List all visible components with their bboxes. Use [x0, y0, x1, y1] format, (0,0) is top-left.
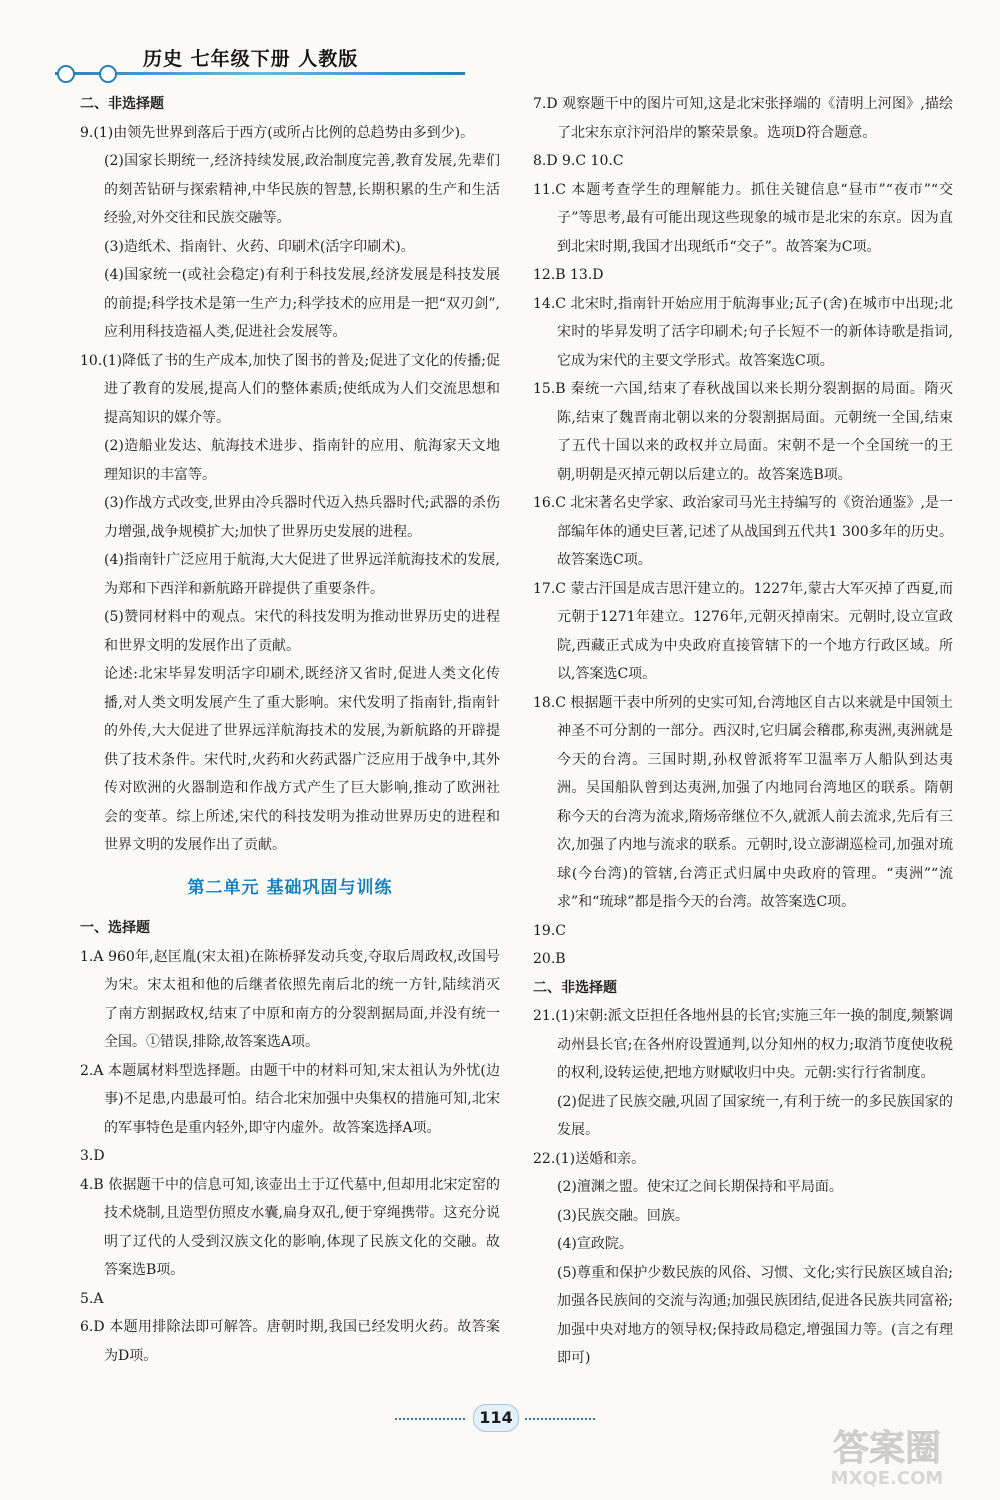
answer-item: 18.C 根据题干表中所列的史实可知,台湾地区自古以来就是中国领土神圣不可分割的一部分。西汉时,它归属会稽郡,称夷洲,夷洲就是今天的台湾。三国时期,孙权曾派将军卫温率万人船队到达夷洲。吴国船队曾到达夷洲,加强了内地同台湾地区的联系。隋朝称今天的台湾为流求,隋炀帝继位不久,就派人前去流求,先后有三次,加强了内地与流求的联系。元朝时,设立澎湖巡检司,加强对琉球(今台湾)的管辖,台湾正式归属中央政府的管理。“夷洲”“流求”和“琉球”都是指今天的台湾。故答案选C项。: [533, 694, 953, 910]
answer-item: 1.A 960年,赵匡胤(宋太祖)在陈桥驿发动兵变,夺取后周政权,改国号为宋。宋太祖和他的后继者依照先南后北的统一方针,陆续消灭了南方割据政权,结束了中原和南方的分裂割据局面,并没有统一全国。①错误,排除,故答案选A项。: [80, 948, 500, 1050]
answer-item: 7.D 观察题干中的图片可知,这是北宋张择端的《清明上河图》,描绘了北宋东京汴河沿岸的繁荣景象。选项D符合题意。: [533, 96, 953, 141]
answer-subpart: (2)造船业发达、航海技术进步、指南针的应用、航海家天文地理知识的丰富等。: [104, 438, 500, 483]
watermark-line1: 答案圈: [832, 1428, 942, 1469]
header-ornament-circle: [99, 65, 117, 83]
unit-title: 第二单元 基础巩固与训练: [187, 877, 393, 898]
watermark-line2: MXQE.COM: [830, 1468, 944, 1489]
page-footer: [395, 1404, 595, 1434]
answer-item: 21.(1)宋朝:派文臣担任各地州县的长官;实施三年一换的制度,频繁调动州县长官;在各州府设置通判,以分知州的权力;取消节度使收税的权利,设转运使,把地方财赋收归中央。元朝:实行行省制度。: [533, 1008, 953, 1081]
answer-subpart: (2)促进了民族交融,巩固了国家统一,有利于统一的多民族国家的发展。: [557, 1093, 953, 1138]
answer-item: 16.C 北宋著名史学家、政治家司马光主持编写的《资治通鉴》,是一部编年体的通史巨著,记述了从战国到五代共1 300多年的历史。故答案选C项。: [533, 495, 953, 568]
answer-subpart: (3)作战方式改变,世界由冷兵器时代迈入热兵器时代;武器的杀伤力增强,战争规模扩大;加快了世界历史发展的进程。: [104, 495, 500, 540]
answer-item: 19.C: [533, 922, 566, 939]
answer-subpart: (2)澶渊之盟。使宋辽之间长期保持和平局面。: [557, 1179, 843, 1195]
answer-subpart: (4)国家统一(或社会稳定)有利于科技发展,经济发展是科技发展的前提;科学技术是第一生产力;科学技术的应用是一把“双刃剑”,应利用科技造福人类,促进社会发展等。: [104, 267, 500, 340]
answer-item: 10.(1)降低了书的生产成本,加快了图书的普及;促进了文化的传播;促进了教育的发展,提高人们的整体素质;使纸成为人们交流思想和提高知识的媒介等。: [80, 352, 500, 426]
right-column: [533, 90, 953, 1373]
answer-subpart: 论述:北宋毕昇发明活字印刷术,既经济又省时,促进人类文化传播,对人类文明发展产生了重大影响。宋代发明了指南针,指南针的外传,大大促进了世界远洋航海技术的发展,为新航路的开辟提供了技术条件。宋代时,火药和火药武器广泛应用于战争中,其外传对欧洲的火器制造和作战方式产生了巨大影响,推动了欧洲社会的变革。综上所述,宋代的科技发明为推动世界历史的进程和世界文明的发展作出了贡献。: [104, 666, 500, 853]
section-heading: 一、选择题: [80, 920, 150, 936]
header-ornament-circle: [57, 65, 75, 83]
section-heading: 二、非选择题: [80, 96, 164, 112]
answer-item: 20.B: [533, 951, 566, 967]
page-number: 114: [473, 1404, 519, 1432]
answer-item: 4.B 依据题干中的信息可知,该壶出土于辽代墓中,但却用北宋定窑的技术烧制,且造型仿照皮水囊,扁身双孔,便于穿绳携带。这充分说明了辽代的人受到汉族文化的影响,体现了民族文化的交融。故答案选B项。: [80, 1176, 500, 1278]
answer-subpart: (3)造纸术、指南针、火药、印刷术(活字印刷术)。: [104, 238, 415, 255]
answer-subpart: (4)指南针广泛应用于航海,大大促进了世界远洋航海技术的发展,为郑和下西洋和新航路开辟提供了重要条件。: [104, 552, 500, 597]
answer-subpart: (5)尊重和保护少数民族的风俗、习惯、文化;实行民族区域自治;加强各民族间的交流与沟通;加强民族团结,促进各民族共同富裕;加强中央对地方的领导权;保持政局稳定,增强国力等。(言之有理即可): [557, 1264, 953, 1366]
answer-subpart: (2)国家长期统一,经济持续发展,政治制度完善,教育发展,先辈们的刻苦钻研与探索精神,中华民族的智慧,长期积累的生产和生活经验,对外交往和民族交融等。: [104, 153, 500, 226]
left-column: [80, 90, 500, 1370]
answer-item: 9.(1)由领先世界到落后于西方(或所占比例的总趋势由多到少)。: [80, 124, 475, 141]
answer-item: 15.B 秦统一六国,结束了春秋战国以来长期分裂割据的局面。隋灭陈,结束了魏晋南北朝以来的分裂割据局面。元朝统一全国,结束了五代十国以来的政权并立局面。宋朝不是一个全国统一的王朝,明朝是灭掉元朝以后建立的。故答案选B项。: [533, 381, 953, 483]
answer-item: 14.C 北宋时,指南针开始应用于航海事业;瓦子(舍)在城市中出现;北宋时的毕昇发明了活字印刷术;句子长短不一的新体诗歌是指词,它成为宋代的主要文学形式。故答案选C项。: [533, 295, 953, 369]
header-title: 历史 七年级下册 人教版: [143, 48, 359, 70]
footer-dots-right: [525, 1418, 595, 1420]
answer-item: 11.C 本题考查学生的理解能力。抓住关键信息“昼市”“夜市”“交子”等思考,最有可能出现这些现象的城市是北宋的东京。因为直到北宋时期,我国才出现纸币“交子”。故答案为C项。: [533, 181, 953, 255]
answer-subpart: (4)宣政院。: [557, 1236, 633, 1252]
answer-item: 5.A: [80, 1290, 104, 1307]
answer-item: 8.D 9.C 10.C: [533, 153, 624, 169]
answer-item: 22.(1)送婚和亲。: [533, 1150, 646, 1167]
section-heading: 二、非选择题: [533, 979, 617, 996]
answer-item: 3.D: [80, 1148, 105, 1164]
page-header: [55, 42, 465, 82]
answer-subpart: (5)赞同材料中的观点。宋代的科技发明为推动世界历史的进程和世界文明的发展作出了贡献。: [104, 609, 500, 654]
answer-item: 12.B 13.D: [533, 267, 604, 283]
footer-dots-left: [395, 1418, 465, 1420]
answer-item: 6.D 本题用排除法即可解答。唐朝时期,我国已经发明火药。故答案为D项。: [80, 1319, 500, 1364]
answer-item: 17.C 蒙古汗国是成吉思汗建立的。1227年,蒙古大军灭掉了西夏,而元朝于1271年建立。1276年,元朝灭掉南宋。元朝时,设立宣政院,西藏正式成为中央政府直接管辖下的一个地方行政区域。所以,答案选C项。: [533, 580, 953, 682]
watermark-logo: [792, 1418, 982, 1490]
answer-subpart: (3)民族交融。回族。: [557, 1207, 689, 1224]
answer-item: 2.A 本题属材料型选择题。由题干中的材料可知,宋太祖认为外忧(边事)不足患,内患最可怕。结合北宋加强中央集权的措施可知,北宋的军事特色是重内轻外,即守内虚外。故答案选择A项。: [80, 1062, 500, 1136]
